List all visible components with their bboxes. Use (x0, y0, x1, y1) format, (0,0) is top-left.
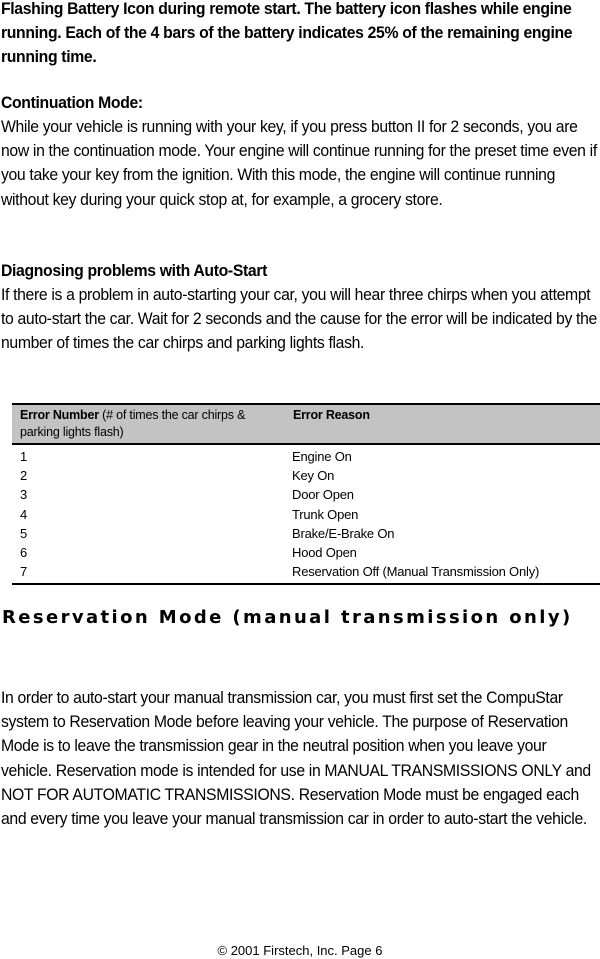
page-footer: © 2001 Firstech, Inc. Page 6 (217, 943, 383, 958)
error-table-body (12, 445, 600, 585)
error-number: 7 (20, 564, 28, 580)
error-reason: Key On (292, 468, 335, 484)
table-row (12, 543, 600, 562)
error-reason-header: Error Reason (293, 408, 370, 422)
diagnosing-paragraph: If there is a problem in auto-starting your car, you will hear three chirps when you attempt to auto-start the car. Wait for 2 seconds and the cause for the error will be indicated by the number of times the car chirps and parking lights flash. (0, 286, 597, 353)
table-row (12, 524, 600, 543)
error-number: 1 (20, 449, 28, 464)
error-number-header-note: (# of times the car chirps & parking lights flash) (20, 408, 246, 439)
error-table-header (12, 403, 600, 445)
diagnosing-heading: Diagnosing problems with Auto-Start (0, 262, 268, 280)
table-row (12, 466, 600, 485)
continuation-mode-heading: Continuation Mode: (0, 94, 143, 112)
error-number: 4 (20, 506, 28, 522)
error-reason: Hood Open (292, 544, 357, 560)
table-row (12, 505, 600, 524)
table-row (12, 485, 600, 504)
reservation-mode-heading: Reservation Mode (manual transmission only) (2, 607, 573, 628)
error-reason: Trunk Open (292, 506, 359, 522)
table-row (12, 447, 600, 466)
error-number-header (20, 407, 280, 441)
error-number: 6 (20, 544, 28, 560)
error-reason: Door Open (292, 487, 354, 503)
error-number: 5 (20, 525, 28, 541)
continuation-mode-paragraph: While your vehicle is running with your key, if you press button II for 2 seconds, you are now in the continuation mode. Your engine will continue running for the preset time even if you take your key from the ignition. With this mode, the engine will continue running without key during your quick stop at, for example, a grocery store. (0, 118, 597, 209)
error-table (12, 403, 600, 585)
error-reason: Engine On (292, 449, 352, 464)
table-row (12, 562, 600, 581)
battery-icon-paragraph: Flashing Battery Icon during remote start. The battery icon flashes while engine running. Each of the 4 bars of the battery indicates 25% of the remaining engine running time. (0, 0, 573, 67)
error-number: 3 (20, 487, 28, 503)
reservation-mode-paragraph: In order to auto-start your manual transmission car, you must first set the CompuStar system to Reservation Mode before leaving your vehicle. The purpose of Reservation Mode is to leave the transmission gear in the neutral position when you leave your vehicle. Reservation mode is intended for use in MANUAL TRANSMISSIONS ONLY and NOT FOR AUTOMATIC TRANSMISSIONS. Reservation Mode must be engaged each and every time you leave your manual transmission car in order to auto-start the vehicle. (0, 689, 591, 829)
error-reason: Reservation Off (Manual Transmission Only) (292, 564, 540, 580)
error-reason: Brake/E-Brake On (292, 525, 395, 541)
error-number-header-label: Error Number (20, 408, 99, 422)
error-number: 2 (20, 468, 28, 484)
